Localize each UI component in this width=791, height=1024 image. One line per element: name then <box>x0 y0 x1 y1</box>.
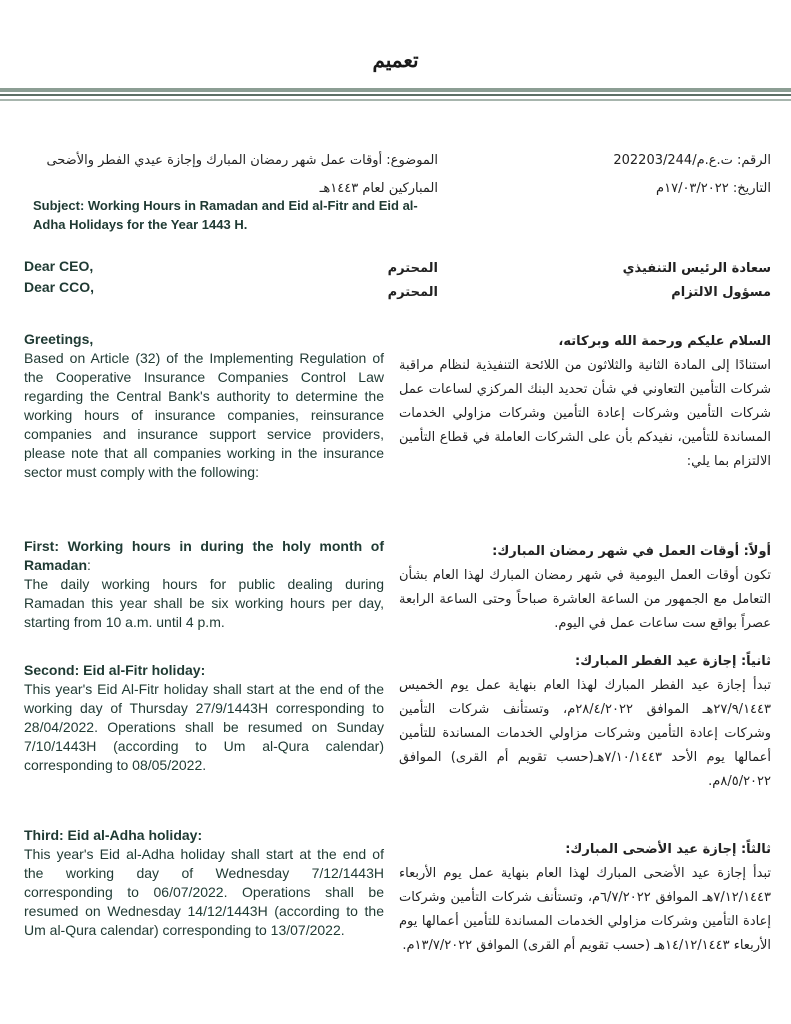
greeting-english <box>24 330 384 482</box>
section-ar-body: تبدأ إجازة عيد الأضحى المبارك لهذا العام بنهاية عمل يوم الأربعاء ٧/١٢/١٤٤٣هـ الموافق ٦/٧/٢٠٢٢م، وتستأنف شركات التأمين وشركات إعادة التأمين وشركات مزاولي الخدمات المساندة للتأمين أعمالها يوم الأربعاء ١٤/١٢/١٤٤٣هـ (حسب تقويم أم القرى) الموافق ١٣/٧/٢٠٢٢م. <box>399 866 771 953</box>
section-en-body: The daily working hours for public dealing during Ramadan this year shall be six working hours per day, starting from 10 a.m. until 4 p.m. <box>24 576 384 630</box>
subject-english <box>33 196 453 234</box>
honorific-2: المحترم <box>387 285 438 300</box>
section-ar-body: تكون أوقات العمل اليومية في شهر رمضان المبارك لهذا العام بشأن التعامل مع الجمهور من الساعة العاشرة صباحاً وحتى الساعة الرابعة عصراً بواقع ست ساعات عمل في اليوم. <box>399 568 771 631</box>
section-en-title: First: Working hours in during the holy month of Ramadan <box>24 538 384 573</box>
section-en-body: This year's Eid Al-Fitr holiday shall start at the end of the working day of Thursday 27/9/1443H corresponding to 28/04/2022. Operations shall be resumed on Sunday 7/10/1443H (according to Um al-Qura calendar) corresponding to 08/05/2022. <box>24 681 384 773</box>
greeting-en-body: Based on Article (32) of the Implementing Regulation of the Cooperative Insurance Companies Control Law regarding the Central Bank's authority to determine the working hours of insurance companies, reinsurance companies and insurance support service providers, please note that all companies working in the insurance sector must comply with the following: <box>24 350 384 480</box>
greeting-en-title: Greetings, <box>24 331 94 347</box>
subject-ar-line-2: المباركين لعام ١٤٤٣هـ <box>319 181 438 196</box>
subject-arabic <box>18 147 438 203</box>
honorific-1: المحترم <box>387 261 438 276</box>
section-ramadan-english <box>24 537 384 632</box>
recipient-ceo-ar: سعادة الرئيس التنفيذي <box>622 261 771 276</box>
reference-block <box>571 147 771 203</box>
header-divider <box>0 88 791 92</box>
subject-ar-line-1: الموضوع: أوقات عمل شهر رمضان المبارك وإجازة عيدي الفطر والأضحى <box>46 153 438 168</box>
section-ar-title: أولاً: أوقات العمل في شهر رمضان المبارك: <box>492 544 771 559</box>
recipient-cco-ar: مسؤول الالتزام <box>671 285 771 300</box>
header-divider <box>0 94 791 96</box>
section-adha-arabic <box>399 838 771 958</box>
section-en-title-suffix: : <box>87 557 91 573</box>
greeting-ar-body: استنادًا إلى المادة الثانية والثلاثون من اللائحة التنفيذية لنظام مراقبة شركات التأمين التعاوني في شأن تحديد البنك المركزي لساعات عمل شركات التأمين وشركات إعادة التأمين وشركات مزاولي الخدمات المساندة للتأمين، نفيدكم بأن على الشركات العاملة في قطاع التأمين الالتزام بما يلي: <box>399 358 771 469</box>
honorifics <box>318 257 438 305</box>
subject-en-line-2: Adha Holidays for the Year 1443 H. <box>33 217 248 232</box>
document-date: التاريخ: ١٧/٠٣/٢٠٢٢م <box>656 181 771 196</box>
recipient-cco-en: Dear CCO, <box>24 279 95 295</box>
section-en-body: This year's Eid al-Adha holiday shall start at the end of the working day of Wednesday 7/12/1443H corresponding to 06/07/2022. Operations shall be resumed on Wednesday 14/12/1443H (according to the Um al-Qura calendar) corresponding to 13/07/2022. <box>24 846 384 938</box>
subject-en-line-1: Subject: Working Hours in Ramadan and Eid al-Fitr and Eid al- <box>33 198 418 213</box>
document-title: تعميم <box>372 48 419 72</box>
section-adha-english <box>24 826 384 940</box>
section-en-title: Second: Eid al-Fitr holiday: <box>24 662 206 678</box>
section-ar-title: ثالثاً: إجازة عيد الأضحى المبارك: <box>565 842 771 857</box>
section-ar-title: ثانياً: إجازة عيد الفطر المبارك: <box>575 654 771 669</box>
recipient-ceo-en: Dear CEO, <box>24 258 94 274</box>
section-ar-body: تبدأ إجازة عيد الفطر المبارك لهذا العام بنهاية عمل يوم الخميس ٢٧/٩/١٤٤٣هـ الموافق ٢٨/٤/٢٠٢٢م، وتستأنف شركات التأمين وشركات إعادة التأمين وشركات مزاولي الخدمات المساندة للتأمين أعمالها يوم الأحد ٧/١٠/١٤٤٣هـ(حسب تقويم أم القرى) الموافق ٨/٥/٢٠٢٢م. <box>399 678 771 789</box>
greeting-ar-title: السلام عليكم ورحمة الله وبركاته، <box>558 334 771 349</box>
header-divider <box>0 99 791 101</box>
recipients-english <box>24 256 94 298</box>
recipients-arabic <box>571 257 771 305</box>
reference-number: الرقم: ت.ع.م/202203/244 <box>613 153 771 168</box>
section-ramadan-arabic <box>399 540 771 636</box>
greeting-arabic <box>399 330 771 474</box>
section-en-title: Third: Eid al-Adha holiday: <box>24 827 203 843</box>
section-fitr-arabic <box>399 650 771 794</box>
section-fitr-english <box>24 661 384 775</box>
